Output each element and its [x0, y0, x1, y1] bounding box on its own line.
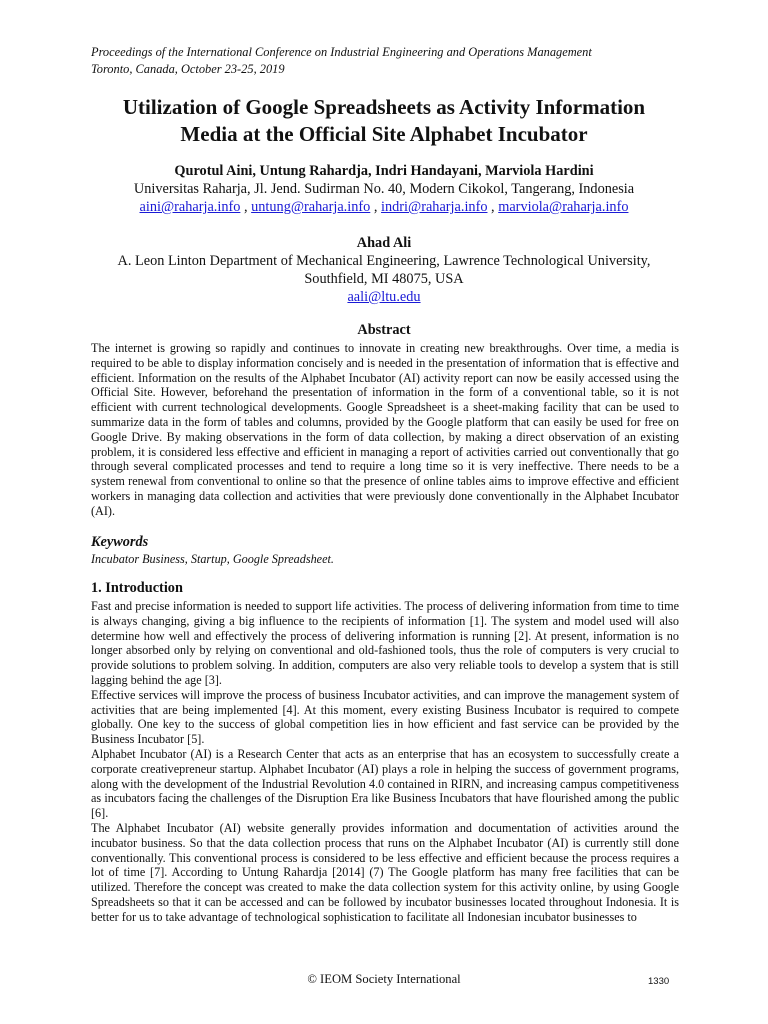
conference-location-date: Toronto, Canada, October 23-25, 2019: [91, 62, 285, 76]
intro-paragraph: The Alphabet Incubator (AI) website generally provides information and documentation of activities around the incubator business. So that the data collection process that runs on the Alphabet Incubator (AI) is currently still done conventionally. This conventional process is considered to be less effective and efficient because the process requires a lot of time [7]. According to Untung Rahardja [2014] (7) The Google platform has many free facilities that can be utilized. Therefore the concept was created to make the data collection system for this activity online, by using Google Spreadsheets so that it can be accessed and can be followed by incubator businesses located throughout Indonesia. It is better for us to take advantage of technological sophistication to facilitate all Indonesian incubator businesses to: [91, 820, 679, 924]
affiliation-1: Universitas Raharja, Jl. Jend. Sudirman No. 40, Modern Cikokol, Tangerang, Indonesia: [133, 181, 635, 197]
introduction-heading: 1. Introduction: [91, 580, 183, 596]
running-header: [91, 44, 691, 78]
conference-name: Proceedings of the International Conference on Industrial Engineering and Operations Management: [91, 45, 592, 59]
abstract-heading: Abstract: [357, 322, 411, 338]
title-line-2: Media at the Official Site Alphabet Incubator: [180, 122, 588, 146]
email-link-untung[interactable]: untung@raharja.info: [251, 199, 371, 215]
page-number: 1330: [648, 976, 670, 987]
email-separator: ,: [240, 199, 252, 215]
email-link-aini[interactable]: aini@raharja.info: [139, 199, 241, 215]
abstract-text: The internet is growing so rapidly and continues to innovate in creating new breakthroughs. Over time, a media is required to be able to display information concisely and is needed in the presentation of information that is effective and efficient. Information on the results of the Alphabet Incubator (AI) activity report can now be easily accessed using the Official Site. However, beforehand the presentation of information in the form of a conventional table, so it is not efficient with current technological developments. Google Spreadsheet is a sheet-making facility that can be used to summarize data in the form of tables and columns, provided by the Google platform that can easily be used for free on Google Drive. By making observations in the form of data collection, by making a direct observation of an existing problem, it is considered less effective and efficient in managing a report of activities carried out conventionally that go through several complicated processes and tend to require a long time so it is very ineffective. There needs to be a system renewal from conventional to online so that the presence of online tables aims to improve effective and efficient workers in managing data collection and activities that were previously done conventionally in the Alphabet Incubator (AI).: [91, 341, 679, 518]
paper-title: [60, 94, 708, 148]
email-separator: ,: [370, 199, 382, 215]
email-link-aali[interactable]: aali@ltu.edu: [347, 289, 421, 305]
title-line-1: Utilization of Google Spreadsheets as Activity Information: [122, 95, 646, 119]
abstract-body: [91, 341, 679, 519]
intro-paragraph: Alphabet Incubator (AI) is a Research Center that acts as an enterprise that has an ecosystem to successfully create a corporate creativepreneur startup. Alphabet Incubator (AI) plays a role in helping the success of government programs, along with the development of the Industrial Revolution 4.0 contained in RIRN, and increasing campus competitiveness as incubators facing the challenges of the Disruption Era like Business Incubators that have flourished among the public [6].: [91, 746, 679, 821]
author-names-1: Qurotul Aini, Untung Rahardja, Indri Handayani, Marviola Hardini: [174, 163, 594, 179]
intro-paragraph: Effective services will improve the process of business Incubator activities, and can improve the management system of activities that are being implemented [4]. At this moment, every existing Business Incubator is required to compete globally. One key to the success of global competition lies in how efficient and fast service can be provided by the Business Incubator [5].: [91, 687, 679, 747]
affiliation-2-line-1: A. Leon Linton Department of Mechanical Engineering, Lawrence Technological University,: [117, 253, 651, 269]
author-emails-2: [60, 288, 708, 306]
email-link-indri[interactable]: indri@raharja.info: [381, 199, 488, 215]
introduction-body: [91, 599, 679, 925]
author-emails-1: [60, 198, 708, 216]
footer-copyright: © IEOM Society International: [307, 972, 461, 986]
affiliation-2: [60, 252, 708, 288]
keywords-text: Incubator Business, Startup, Google Spreadsheet.: [91, 552, 334, 566]
email-link-marviola[interactable]: marviola@raharja.info: [498, 199, 629, 215]
author-names-2: Ahad Ali: [356, 235, 412, 251]
affiliation-2-line-2: Southfield, MI 48075, USA: [304, 271, 464, 287]
email-separator: ,: [487, 199, 499, 215]
keywords-heading: Keywords: [91, 534, 149, 550]
intro-paragraph: Fast and precise information is needed to support life activities. The process of delivering information from time to time is always changing, giving a big influence to the recipients of information [1]. The system and model used will also determine how well and effectively the process of delivering information is running [2]. At present, information is no longer absorbed only by relying on conventional and old-fashioned tools, thus the role of computers is very crucial to provide solutions to problem solving. In addition, computers are also very reliable tools to develop a system that is still lagging behind the age [3].: [91, 599, 679, 687]
